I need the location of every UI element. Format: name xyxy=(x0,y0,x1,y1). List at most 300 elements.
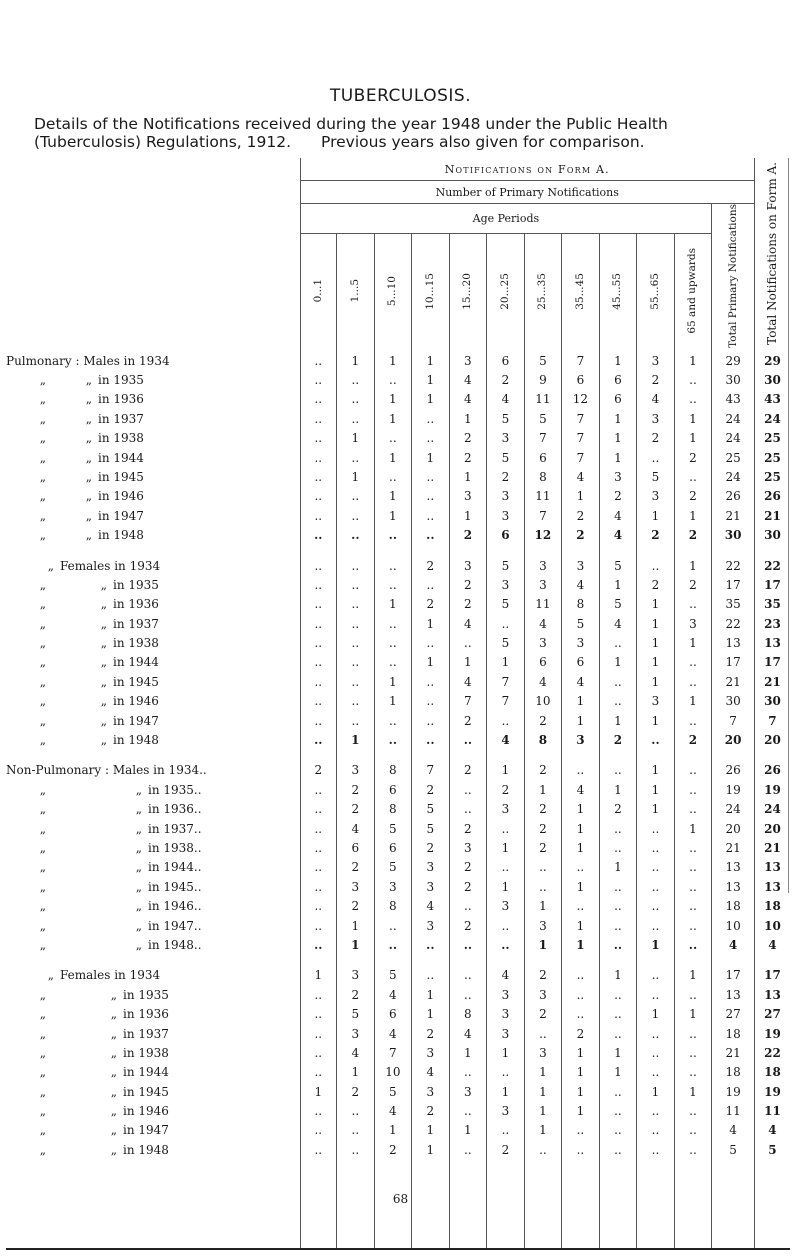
cell: 2 xyxy=(524,966,562,985)
row-label: „ „ in 1946.. xyxy=(39,899,202,914)
cell: .. xyxy=(300,711,337,730)
cell: 4 xyxy=(449,1024,487,1043)
cell: 26 xyxy=(754,761,790,780)
cell: 1 xyxy=(487,761,525,780)
cell: 13 xyxy=(754,877,790,896)
cell: 1 xyxy=(637,506,675,525)
cell: 1 xyxy=(524,780,562,799)
cell: 6 xyxy=(562,653,600,672)
table-row xyxy=(6,1121,790,1140)
cell: 3 xyxy=(524,1043,562,1062)
cell: 24 xyxy=(754,800,790,819)
header-age-periods: Age Periods xyxy=(300,204,712,234)
table-row xyxy=(6,409,790,428)
cell: 1 xyxy=(637,653,675,672)
cell: 4 xyxy=(487,730,525,749)
cell: 1 xyxy=(637,761,675,780)
table-row xyxy=(6,525,790,544)
cell: 4 xyxy=(754,935,790,954)
cell: .. xyxy=(337,1140,375,1159)
cell: .. xyxy=(637,838,675,857)
cell: 6 xyxy=(599,390,637,409)
cell: .. xyxy=(487,1063,525,1082)
row-label: „ „ in 1945 xyxy=(39,469,144,484)
cell: .. xyxy=(562,858,600,877)
cell: 4 xyxy=(712,1121,755,1140)
cell: .. xyxy=(300,935,337,954)
cell: 6 xyxy=(524,448,562,467)
cell: 1 xyxy=(674,819,712,838)
cell: .. xyxy=(412,711,450,730)
header-age-9: 55...65 xyxy=(637,234,675,351)
cell: 1 xyxy=(412,653,450,672)
row-label: „ „ in 1937.. xyxy=(39,821,202,836)
cell: 2 xyxy=(599,487,637,506)
cell: .. xyxy=(449,1101,487,1120)
cell: .. xyxy=(300,525,337,544)
intro-line-1: Details of the Notifications received during the year 1948 under the Public Health xyxy=(34,115,668,133)
cell: 2 xyxy=(449,819,487,838)
cell: 3 xyxy=(487,1101,525,1120)
cell: .. xyxy=(337,711,375,730)
cell: 1 xyxy=(337,916,375,935)
cell: .. xyxy=(524,877,562,896)
cell: 21 xyxy=(754,838,790,857)
cell: 3 xyxy=(637,692,675,711)
table-row xyxy=(6,780,790,799)
cell: 2 xyxy=(449,877,487,896)
cell: 10 xyxy=(374,1063,412,1082)
cell: 6 xyxy=(524,653,562,672)
cell: .. xyxy=(487,711,525,730)
cell: 7 xyxy=(412,761,450,780)
header-total-primary: Total Primary Notifications xyxy=(726,204,739,348)
cell: 1 xyxy=(374,448,412,467)
cell: 1 xyxy=(562,692,600,711)
cell: 4 xyxy=(637,390,675,409)
cell: .. xyxy=(637,985,675,1004)
cell: .. xyxy=(374,556,412,575)
cell: 12 xyxy=(524,525,562,544)
cell: 1 xyxy=(599,653,637,672)
cell: 4 xyxy=(562,467,600,486)
cell: .. xyxy=(637,1024,675,1043)
cell: .. xyxy=(374,916,412,935)
cell: 1 xyxy=(412,1140,450,1159)
cell: .. xyxy=(300,1063,337,1082)
cell: .. xyxy=(599,1004,637,1023)
cell: 1 xyxy=(412,614,450,633)
cell: .. xyxy=(599,985,637,1004)
cell: .. xyxy=(300,819,337,838)
cell: .. xyxy=(599,1101,637,1120)
row-label: „ „ in 1936 xyxy=(39,392,144,407)
row-label: „ „ in 1947 xyxy=(39,508,144,523)
cell: 21 xyxy=(754,506,790,525)
table-row xyxy=(6,370,790,389)
cell: 3 xyxy=(524,633,562,652)
cell: 2 xyxy=(562,506,600,525)
cell: .. xyxy=(562,985,600,1004)
table-row xyxy=(6,896,790,915)
table-row xyxy=(6,800,790,819)
cell: .. xyxy=(637,858,675,877)
cell: 8 xyxy=(374,761,412,780)
cell: 1 xyxy=(374,409,412,428)
cell: .. xyxy=(300,858,337,877)
cell: 3 xyxy=(412,877,450,896)
header-age-4: 15...20 xyxy=(449,234,487,351)
row-label: „ „ in 1946 xyxy=(39,489,144,504)
cell: 10 xyxy=(754,916,790,935)
cell: 21 xyxy=(754,672,790,691)
row-label: „ „ in 1937 xyxy=(39,616,159,631)
cell: 1 xyxy=(562,935,600,954)
cell: 1 xyxy=(337,467,375,486)
cell: 4 xyxy=(449,614,487,633)
row-label: „ Females in 1934 xyxy=(47,558,161,573)
header-age-1: 1...5 xyxy=(337,234,375,351)
cell: .. xyxy=(337,390,375,409)
row-label: „ „ in 1944.. xyxy=(39,860,202,875)
cell: .. xyxy=(300,730,337,749)
cell: .. xyxy=(674,985,712,1004)
cell: 10 xyxy=(712,916,755,935)
cell: .. xyxy=(300,1121,337,1140)
cell: .. xyxy=(599,692,637,711)
cell: 1 xyxy=(449,467,487,486)
cell: .. xyxy=(674,595,712,614)
cell: 35 xyxy=(712,595,755,614)
cell: 1 xyxy=(562,800,600,819)
row-label: „ „ in 1945.. xyxy=(39,879,202,894)
cell: 11 xyxy=(754,1101,790,1120)
cell: 2 xyxy=(412,780,450,799)
cell: .. xyxy=(412,428,450,447)
table-row xyxy=(6,761,790,780)
cell: 2 xyxy=(524,1004,562,1023)
cell: 3 xyxy=(562,730,600,749)
cell: .. xyxy=(637,1063,675,1082)
cell: .. xyxy=(412,633,450,652)
row-label: „ „ in 1944 xyxy=(39,450,144,465)
cell: 3 xyxy=(524,985,562,1004)
cell: 1 xyxy=(487,838,525,857)
row-label: „ „ in 1947.. xyxy=(39,918,202,933)
cell: .. xyxy=(562,1004,600,1023)
table-row xyxy=(6,1024,790,1043)
cell: 1 xyxy=(637,633,675,652)
cell: .. xyxy=(337,1121,375,1140)
cell: .. xyxy=(599,1140,637,1159)
cell: 6 xyxy=(599,370,637,389)
table-row xyxy=(6,966,790,985)
cell: 4 xyxy=(599,506,637,525)
cell: .. xyxy=(599,1121,637,1140)
cell: 30 xyxy=(754,370,790,389)
row-label: „ „ in 1937 xyxy=(39,411,144,426)
cell: .. xyxy=(562,761,600,780)
cell: 2 xyxy=(374,1140,412,1159)
row-label: „ Females in 1934 xyxy=(47,968,161,983)
cell: .. xyxy=(674,1140,712,1159)
cell: 5 xyxy=(599,595,637,614)
cell: .. xyxy=(524,858,562,877)
cell: 7 xyxy=(487,692,525,711)
cell: 2 xyxy=(674,487,712,506)
cell: 2 xyxy=(449,711,487,730)
cell: 2 xyxy=(524,761,562,780)
cell: 1 xyxy=(412,1004,450,1023)
cell: 2 xyxy=(524,800,562,819)
page-title: TUBERCULOSIS. xyxy=(329,86,472,106)
cell: .. xyxy=(637,896,675,915)
cell: 4 xyxy=(412,896,450,915)
table-row xyxy=(6,653,790,672)
cell: 6 xyxy=(374,780,412,799)
cell: 1 xyxy=(637,1082,675,1101)
cell: 2 xyxy=(337,1082,375,1101)
cell: .. xyxy=(374,467,412,486)
cell: .. xyxy=(300,800,337,819)
row-label: „ „ in 1938 xyxy=(39,1045,169,1060)
cell: 25 xyxy=(754,467,790,486)
cell: 27 xyxy=(712,1004,755,1023)
cell: 1 xyxy=(599,858,637,877)
cell: 3 xyxy=(449,556,487,575)
row-label: „ „ in 1938 xyxy=(39,636,159,651)
cell: .. xyxy=(412,525,450,544)
table-row xyxy=(6,614,790,633)
cell: 1 xyxy=(674,506,712,525)
cell: 6 xyxy=(374,1004,412,1023)
cell: .. xyxy=(412,730,450,749)
cell: .. xyxy=(449,780,487,799)
cell: .. xyxy=(337,448,375,467)
cell: .. xyxy=(674,838,712,857)
cell: 6 xyxy=(337,838,375,857)
cell: 1 xyxy=(674,556,712,575)
cell: .. xyxy=(674,390,712,409)
cell: 3 xyxy=(487,896,525,915)
table-row xyxy=(6,838,790,857)
cell: 5 xyxy=(487,448,525,467)
cell: .. xyxy=(337,525,375,544)
cell: 11 xyxy=(524,390,562,409)
cell: 1 xyxy=(599,409,637,428)
cell: 5 xyxy=(374,1082,412,1101)
row-label: Non-Pulmonary : Males in 1934.. xyxy=(6,763,207,778)
cell: 20 xyxy=(754,819,790,838)
cell: 1 xyxy=(487,1043,525,1062)
cell: .. xyxy=(374,428,412,447)
cell: 4 xyxy=(374,985,412,1004)
cell: .. xyxy=(637,877,675,896)
cell: 4 xyxy=(449,672,487,691)
row-label: „ „ in 1946 xyxy=(39,694,159,709)
cell: 3 xyxy=(524,556,562,575)
cell: .. xyxy=(412,506,450,525)
cell: 3 xyxy=(412,858,450,877)
cell: .. xyxy=(337,595,375,614)
cell: 3 xyxy=(487,985,525,1004)
cell: .. xyxy=(300,1004,337,1023)
cell: 1 xyxy=(562,916,600,935)
cell: .. xyxy=(412,487,450,506)
cell: 3 xyxy=(412,1043,450,1062)
header-age-6: 25...35 xyxy=(524,234,562,351)
cell: 4 xyxy=(449,370,487,389)
cell: 1 xyxy=(487,877,525,896)
cell: .. xyxy=(412,575,450,594)
header-age-8: 45...55 xyxy=(599,234,637,351)
cell: 2 xyxy=(412,1101,450,1120)
cell: 2 xyxy=(674,575,712,594)
cell: 8 xyxy=(524,467,562,486)
cell: 3 xyxy=(487,428,525,447)
cell: 3 xyxy=(449,351,487,370)
cell: 25 xyxy=(712,448,755,467)
cell: 3 xyxy=(487,506,525,525)
cell: 19 xyxy=(712,780,755,799)
table-row xyxy=(6,633,790,652)
cell: .. xyxy=(374,711,412,730)
cell: .. xyxy=(524,1024,562,1043)
cell: .. xyxy=(337,370,375,389)
cell: .. xyxy=(562,1140,600,1159)
cell: .. xyxy=(300,614,337,633)
cell: 2 xyxy=(562,525,600,544)
table-row xyxy=(6,730,790,749)
cell: 19 xyxy=(754,1024,790,1043)
cell: 17 xyxy=(712,575,755,594)
cell: 7 xyxy=(524,428,562,447)
cell: 1 xyxy=(412,1121,450,1140)
cell: 1 xyxy=(562,819,600,838)
cell: 5 xyxy=(487,633,525,652)
cell: 1 xyxy=(599,1043,637,1062)
cell: .. xyxy=(599,838,637,857)
cell: 1 xyxy=(487,1082,525,1101)
cell: 2 xyxy=(487,370,525,389)
cell: 2 xyxy=(337,858,375,877)
cell: 2 xyxy=(524,711,562,730)
header-age-5: 20...25 xyxy=(487,234,525,351)
cell: 2 xyxy=(637,428,675,447)
cell: 2 xyxy=(300,761,337,780)
row-label: „ „ in 1936 xyxy=(39,1007,169,1022)
cell: 5 xyxy=(412,800,450,819)
table-row xyxy=(6,877,790,896)
cell: 3 xyxy=(637,351,675,370)
cell: .. xyxy=(300,595,337,614)
cell: 2 xyxy=(674,525,712,544)
cell: 1 xyxy=(674,1004,712,1023)
cell: 1 xyxy=(674,692,712,711)
cell: 3 xyxy=(449,487,487,506)
cell: 1 xyxy=(599,711,637,730)
cell: 1 xyxy=(637,800,675,819)
cell: 2 xyxy=(337,985,375,1004)
cell: .. xyxy=(337,506,375,525)
cell: .. xyxy=(337,1101,375,1120)
cell: .. xyxy=(337,653,375,672)
cell: .. xyxy=(337,575,375,594)
cell: 1 xyxy=(337,428,375,447)
cell: .. xyxy=(300,370,337,389)
cell: 17 xyxy=(754,966,790,985)
cell: .. xyxy=(487,916,525,935)
cell: 1 xyxy=(637,614,675,633)
cell: .. xyxy=(300,467,337,486)
cell: .. xyxy=(674,1063,712,1082)
cell: 18 xyxy=(712,1024,755,1043)
cell: .. xyxy=(674,1121,712,1140)
cell: 1 xyxy=(300,966,337,985)
cell: 3 xyxy=(637,409,675,428)
row-label: „ „ in 1944 xyxy=(39,1065,169,1080)
table-row xyxy=(6,692,790,711)
row-label: „ „ in 1944 xyxy=(39,655,159,670)
cell: .. xyxy=(674,370,712,389)
cell: 13 xyxy=(754,633,790,652)
row-label: „ „ in 1937 xyxy=(39,1026,169,1041)
header-age-2: 5...10 xyxy=(374,234,412,351)
cell: 9 xyxy=(524,370,562,389)
cell: 1 xyxy=(562,1082,600,1101)
cell: 30 xyxy=(754,692,790,711)
cell: 3 xyxy=(599,467,637,486)
row-label: „ „ in 1947 xyxy=(39,1123,169,1138)
cell: 1 xyxy=(562,1063,600,1082)
cell: .. xyxy=(337,672,375,691)
cell: .. xyxy=(487,858,525,877)
cell: 5 xyxy=(374,858,412,877)
cell: 2 xyxy=(524,838,562,857)
cell: .. xyxy=(300,390,337,409)
cell: .. xyxy=(599,877,637,896)
cell: 11 xyxy=(524,595,562,614)
cell: 23 xyxy=(754,614,790,633)
row-label: „ „ in 1948 xyxy=(39,1142,169,1157)
cell: 2 xyxy=(412,556,450,575)
cell: 2 xyxy=(449,916,487,935)
cell: .. xyxy=(674,916,712,935)
cell: 25 xyxy=(754,428,790,447)
cell: 1 xyxy=(599,780,637,799)
cell: 1 xyxy=(374,595,412,614)
cell: .. xyxy=(300,1024,337,1043)
cell: 2 xyxy=(487,467,525,486)
cell: 4 xyxy=(562,672,600,691)
row-label: Pulmonary : Males in 1934 xyxy=(6,353,170,368)
cell: 17 xyxy=(754,653,790,672)
cell: .. xyxy=(300,692,337,711)
row-label: „ „ in 1936.. xyxy=(39,802,202,817)
cell: 2 xyxy=(412,595,450,614)
cell: .. xyxy=(449,633,487,652)
cell: 7 xyxy=(374,1043,412,1062)
cell: .. xyxy=(562,896,600,915)
cell: 3 xyxy=(524,916,562,935)
cell: 8 xyxy=(562,595,600,614)
cell: 20 xyxy=(712,730,755,749)
cell: .. xyxy=(449,730,487,749)
cell: .. xyxy=(487,1121,525,1140)
table-row xyxy=(6,506,790,525)
cell: .. xyxy=(487,614,525,633)
cell: .. xyxy=(300,556,337,575)
